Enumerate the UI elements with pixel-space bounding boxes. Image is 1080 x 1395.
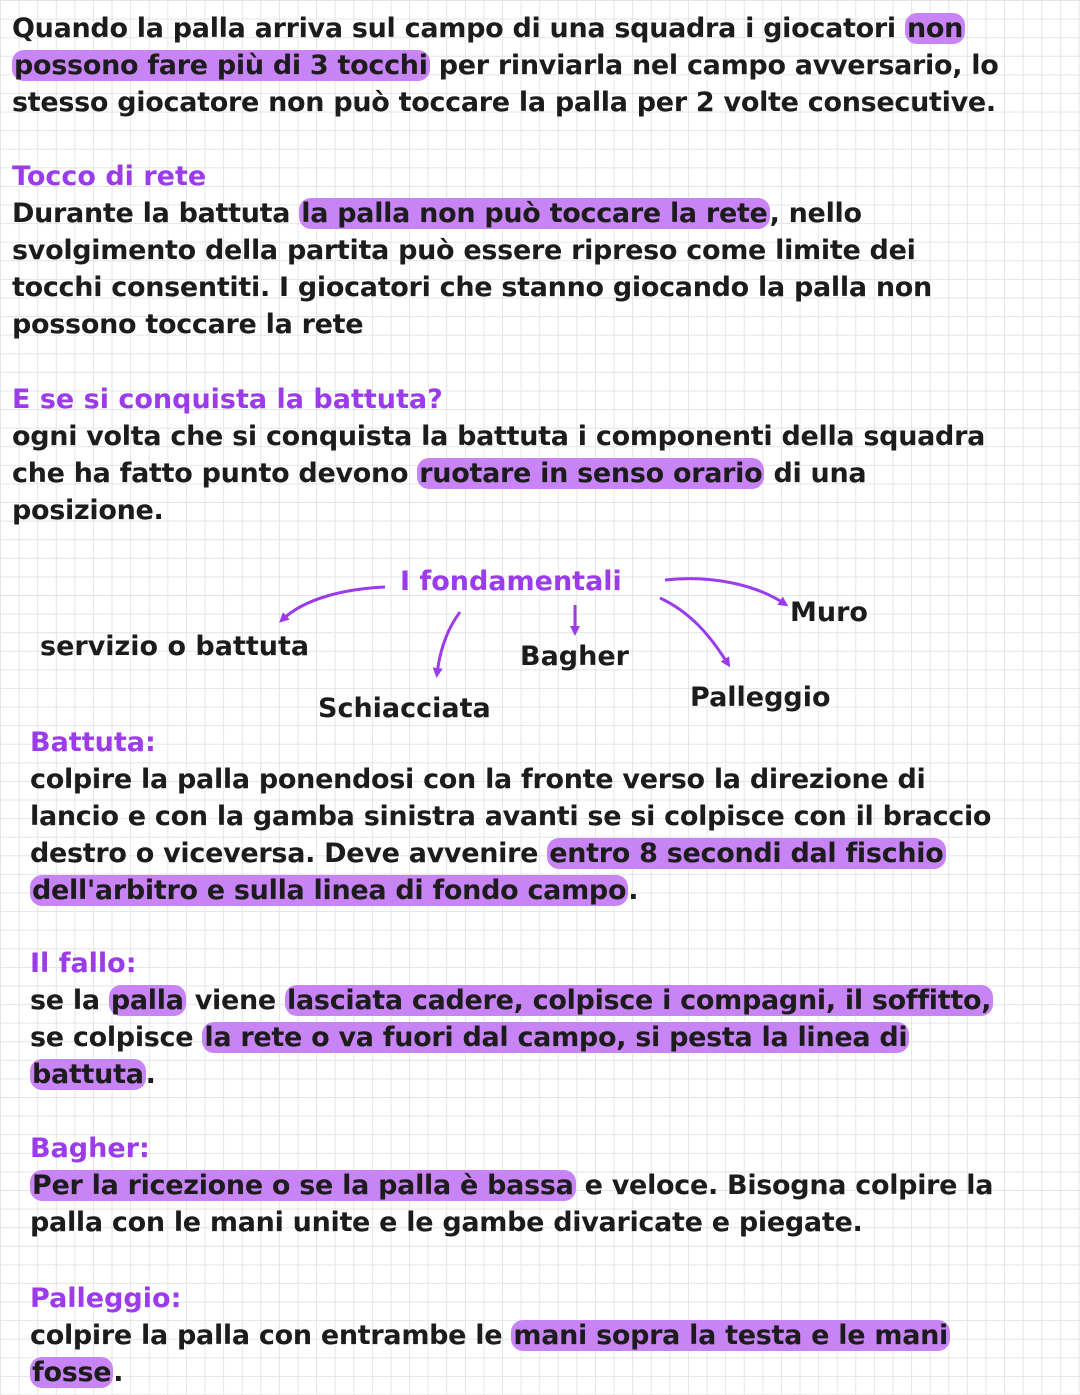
arrow-to-servizio	[282, 587, 385, 620]
palleggio-section	[30, 1280, 1072, 1391]
battuta-line-4	[30, 872, 1072, 909]
tocco-line-4: possono toccare la rete	[12, 309, 364, 340]
highlight: la rete o va fuori dal campo, si pesta la linea di	[204, 1022, 908, 1053]
tocco-line-3: tocchi consentiti. I giocatori che stanno giocando la palla non	[12, 272, 932, 303]
fallo-heading: Il fallo:	[30, 948, 137, 979]
text: viene	[185, 985, 286, 1016]
fallo-line-3	[30, 1056, 1072, 1093]
text: .	[145, 1059, 156, 1090]
arrow-to-palleggio	[660, 598, 728, 664]
mindmap-palleggio: Palleggio	[690, 682, 831, 713]
battuta-heading: Battuta:	[30, 727, 156, 758]
bagher-heading: Bagher:	[30, 1133, 150, 1164]
mindmap-schiacciata: Schiacciata	[318, 693, 491, 724]
arrow-to-schiacciata	[437, 612, 460, 674]
highlight: la palla non può toccare la rete	[301, 198, 768, 229]
bagher-section	[30, 1130, 1072, 1241]
battuta-line-1: colpire la palla ponendosi con la fronte verso la direzione di	[30, 764, 926, 795]
highlight: dell'arbitro e sulla linea di fondo campo	[32, 875, 627, 906]
highlight: ruotare in senso orario	[419, 458, 763, 489]
highlight: non	[906, 13, 964, 44]
battuta-line-3	[30, 835, 1072, 872]
fallo-section	[30, 945, 1072, 1093]
highlight: battuta	[32, 1059, 144, 1090]
highlight: lasciata cadere, colpisce i compagni, il soffitto,	[287, 985, 992, 1016]
text: se la	[30, 985, 109, 1016]
highlight: mani sopra la testa e le mani	[513, 1320, 948, 1351]
text: destro o viceversa. Deve avvenire	[30, 838, 548, 869]
text: .	[628, 875, 639, 906]
mindmap-servizio: servizio o battuta	[40, 631, 310, 662]
fallo-line-2	[30, 1019, 1072, 1056]
highlight: possono fare più di 3 tocchi	[14, 50, 428, 81]
battuta-line-2: lancio e con la gamba sinistra avanti se si colpisce con il braccio	[30, 801, 992, 832]
highlight: palla	[110, 985, 184, 1016]
text: di una	[764, 458, 867, 489]
mindmap-muro: Muro	[790, 597, 868, 628]
battuta-section	[30, 724, 1072, 909]
bagher-line-2: palla con le mani unite e le gambe divaricate e piegate.	[30, 1207, 863, 1238]
arrow-to-muro	[665, 579, 785, 604]
mindmap-bagher: Bagher	[520, 641, 629, 672]
tocco-line-2: svolgimento della partita può essere ripreso come limite dei	[12, 235, 916, 266]
text: se colpisce	[30, 1022, 203, 1053]
text: e veloce. Bisogna colpire la	[575, 1170, 994, 1201]
text: colpire la palla con entrambe le	[30, 1320, 512, 1351]
palleggio-heading: Palleggio:	[30, 1283, 182, 1314]
text: Quando la palla arriva sul campo di una squadra i giocatori	[12, 13, 905, 44]
text: che ha fatto punto devono	[12, 458, 418, 489]
fallo-line-1	[30, 982, 1072, 1019]
bagher-line-1	[30, 1167, 1072, 1204]
palleggio-line-1	[30, 1317, 1072, 1354]
highlight: entro 8 secondi dal fischio	[549, 838, 944, 869]
conquista-line-1: ogni volta che si conquista la battuta i componenti della squadra	[12, 421, 986, 452]
palleggio-line-2	[30, 1354, 1072, 1391]
intro-line-3: stesso giocatore non può toccare la palla per 2 volte consecutive.	[12, 87, 996, 118]
mindmap-title: I fondamentali	[400, 566, 622, 597]
tocco-heading: Tocco di rete	[12, 161, 207, 192]
text: per rinviarla nel campo avversario, lo	[429, 50, 999, 81]
text: .	[113, 1357, 124, 1388]
highlight: Per la ricezione o se la palla è bassa	[32, 1170, 574, 1201]
conquista-heading: E se si conquista la battuta?	[12, 384, 443, 415]
highlight: fosse	[32, 1357, 112, 1388]
conquista-line-3: posizione.	[12, 495, 164, 526]
text: , nello	[769, 198, 862, 229]
text: Durante la battuta	[12, 198, 300, 229]
